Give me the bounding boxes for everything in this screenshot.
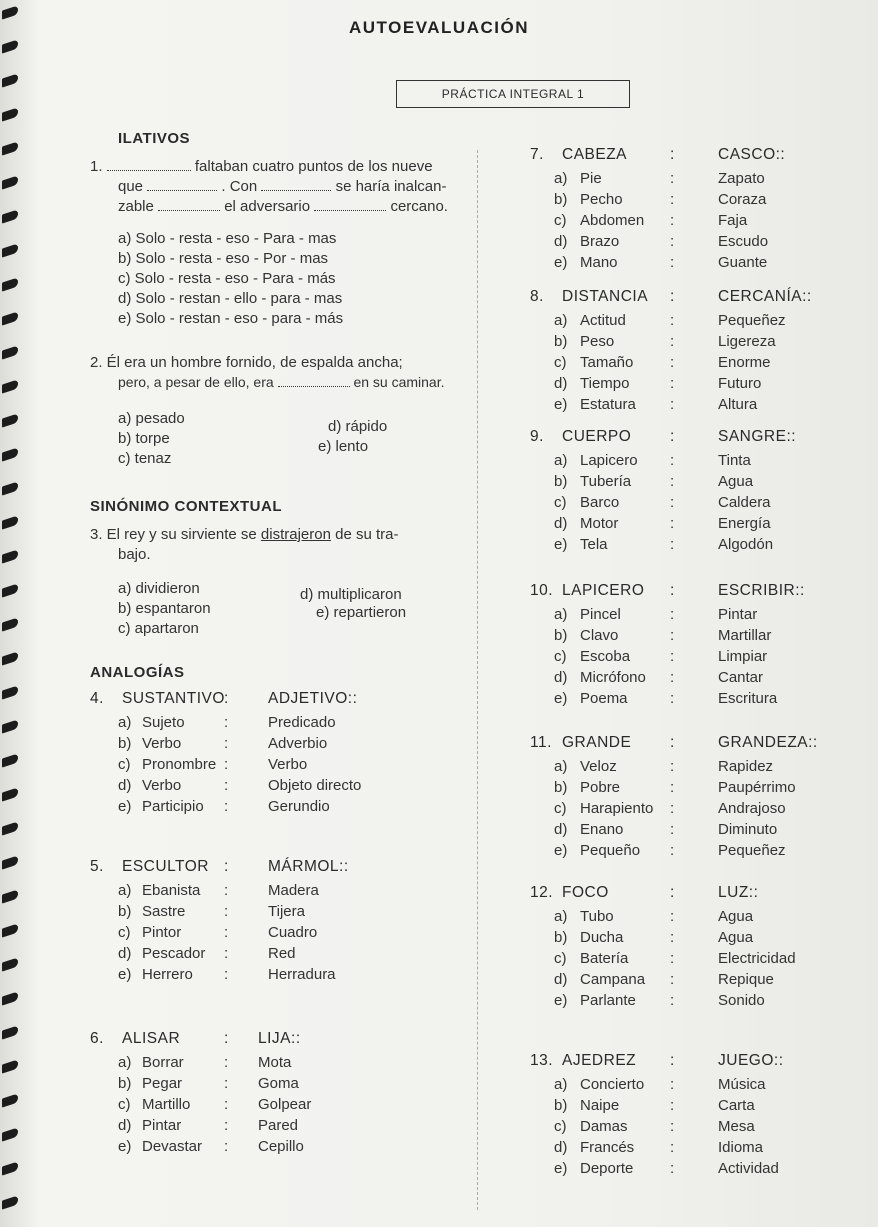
option-colon: : [224, 1117, 229, 1134]
option-term-a: Verbo [142, 735, 182, 752]
option-colon: : [670, 452, 675, 469]
q2-line1: 2. Él era un hombre fornido, de espalda ancha; [90, 354, 403, 371]
option-term-a: Ebanista [142, 882, 201, 899]
option-colon: : [670, 971, 675, 988]
option-colon: : [670, 627, 675, 644]
option-letter: e) [554, 1160, 568, 1177]
q1-option: d) Solo - restan - ello - para - mas [118, 290, 343, 307]
option-term-b: Carta [718, 1097, 755, 1114]
option-colon: : [224, 1138, 229, 1155]
option-term-b: Rapidez [718, 758, 774, 775]
option-colon: : [224, 756, 229, 773]
option-letter: c) [118, 924, 131, 941]
section-relativos: ILATIVOS [118, 130, 191, 147]
option-term-a: Sastre [142, 903, 186, 920]
option-term-a: Participio [142, 798, 204, 815]
option-term-a: Verbo [142, 777, 182, 794]
option-colon: : [670, 908, 675, 925]
option-term-a: Tela [580, 536, 608, 553]
section-analogias: ANALOGÍAS [90, 664, 185, 681]
option-letter: b) [554, 473, 568, 490]
option-letter: b) [118, 903, 132, 920]
q1-option: c) Solo - resta - eso - Para - más [118, 270, 336, 287]
analogy-number: 11. [530, 734, 552, 751]
analogy-colon: : [670, 288, 675, 305]
option-colon: : [670, 779, 675, 796]
option-term-b: Paupérrimo [718, 779, 796, 796]
analogy-head-a: CUERPO [562, 428, 632, 445]
option-term-a: Pescador [142, 945, 206, 962]
option-term-a: Concierto [580, 1076, 645, 1093]
option-letter: e) [118, 966, 132, 983]
analogy-head-a: AJEDREZ [562, 1052, 637, 1069]
analogy-head-b: CASCO:: [718, 146, 786, 163]
option-term-a: Harapiento [580, 800, 654, 817]
option-term-b: Futuro [718, 375, 762, 392]
analogy-number: 6. [90, 1030, 104, 1047]
option-term-b: Tinta [718, 452, 751, 469]
analogy-colon: : [670, 428, 675, 445]
option-letter: c) [554, 354, 567, 371]
analogy-colon: : [670, 1052, 675, 1069]
analogy-head-b: ESCRIBIR:: [718, 582, 805, 599]
option-term-b: Limpiar [718, 648, 768, 665]
q2-option: e) lento [318, 438, 369, 455]
option-term-b: Altura [718, 396, 758, 413]
analogy-number: 8. [530, 288, 544, 305]
option-term-b: Cepillo [258, 1138, 304, 1155]
option-letter: c) [118, 1096, 131, 1113]
analogy-colon: : [670, 884, 675, 901]
q2-option: b) torpe [118, 430, 170, 447]
analogy-colon: : [224, 690, 229, 707]
analogy-colon: : [224, 858, 229, 875]
practice-label: PRÁCTICA INTEGRAL 1 [396, 80, 630, 108]
option-term-a: Pincel [580, 606, 621, 623]
option-term-a: Enano [580, 821, 624, 838]
option-term-b: Sonido [718, 992, 765, 1009]
option-letter: b) [118, 1075, 132, 1092]
analogy-head-b: GRANDEZA:: [718, 734, 818, 751]
option-term-a: Ducha [580, 929, 624, 946]
option-colon: : [224, 924, 229, 941]
option-letter: c) [118, 756, 131, 773]
option-letter: a) [554, 606, 568, 623]
analogy-head-a: FOCO [562, 884, 609, 901]
analogy-number: 12. [530, 884, 554, 901]
option-letter: d) [118, 777, 132, 794]
option-term-b: Predicado [268, 714, 336, 731]
option-term-a: Pronombre [142, 756, 217, 773]
option-term-a: Francés [580, 1139, 635, 1156]
option-colon: : [670, 494, 675, 511]
option-colon: : [224, 798, 229, 815]
analogy-head-b: LIJA:: [258, 1030, 301, 1047]
option-term-b: Enorme [718, 354, 771, 371]
q3-option: c) apartaron [118, 620, 199, 637]
option-letter: a) [554, 312, 568, 329]
option-term-a: Sujeto [142, 714, 185, 731]
option-letter: b) [554, 191, 568, 208]
option-letter: a) [118, 882, 132, 899]
analogy-number: 9. [530, 428, 544, 445]
option-colon: : [670, 648, 675, 665]
option-term-a: Tubo [580, 908, 614, 925]
option-term-a: Brazo [580, 233, 620, 250]
q3-option: e) repartieron [316, 604, 407, 621]
option-term-b: Golpear [258, 1096, 312, 1113]
option-colon: : [670, 606, 675, 623]
option-colon: : [224, 1054, 229, 1071]
analogy-head-b: JUEGO:: [718, 1052, 784, 1069]
q3-line1: 3. El rey y su sirviente se distrajeron de su tra- [90, 526, 399, 543]
option-term-b: Energía [718, 515, 771, 532]
option-term-a: Devastar [142, 1138, 203, 1155]
option-term-a: Estatura [580, 396, 636, 413]
option-letter: c) [554, 1118, 567, 1135]
option-letter: b) [554, 929, 568, 946]
option-colon: : [670, 354, 675, 371]
option-term-b: Algodón [718, 536, 774, 553]
option-colon: : [670, 536, 675, 553]
option-term-a: Campana [580, 971, 646, 988]
option-term-a: Martillo [142, 1096, 191, 1113]
option-letter: d) [554, 821, 568, 838]
option-term-a: Tubería [580, 473, 632, 490]
option-term-a: Pintor [142, 924, 182, 941]
option-letter: e) [118, 1138, 132, 1155]
option-letter: a) [118, 1054, 132, 1071]
q1-option: e) Solo - restan - eso - para - más [118, 310, 344, 327]
q3-option: b) espantaron [118, 600, 211, 617]
analogy-head-a: DISTANCIA [562, 288, 649, 305]
option-colon: : [670, 950, 675, 967]
analogy-colon: : [670, 582, 675, 599]
option-colon: : [670, 992, 675, 1009]
option-colon: : [224, 945, 229, 962]
option-letter: d) [554, 515, 568, 532]
option-term-a: Pegar [142, 1075, 183, 1092]
q1-option: b) Solo - resta - eso - Por - mas [118, 250, 329, 267]
analogy-number: 13. [530, 1052, 554, 1069]
analogy-head-a: LAPICERO [562, 582, 645, 599]
option-term-b: Tijera [268, 903, 305, 920]
option-letter: b) [554, 333, 568, 350]
option-letter: a) [554, 1076, 568, 1093]
option-term-b: Mesa [718, 1118, 755, 1135]
option-term-a: Motor [580, 515, 619, 532]
option-term-b: Mota [258, 1054, 292, 1071]
option-term-a: Veloz [580, 758, 617, 775]
option-colon: : [224, 1075, 229, 1092]
option-colon: : [670, 758, 675, 775]
option-term-b: Escritura [718, 690, 778, 707]
option-term-b: Faja [718, 212, 748, 229]
option-term-a: Escoba [580, 648, 631, 665]
option-term-a: Naipe [580, 1097, 620, 1114]
option-colon: : [670, 821, 675, 838]
option-term-a: Pecho [580, 191, 623, 208]
q2-option: a) pesado [118, 410, 185, 427]
option-colon: : [670, 170, 675, 187]
option-term-b: Electricidad [718, 950, 796, 967]
option-colon: : [670, 473, 675, 490]
option-term-b: Agua [718, 473, 754, 490]
column-divider [477, 150, 478, 1210]
analogy-head-a: ALISAR [122, 1030, 181, 1047]
analogy-head-a: GRANDE [562, 734, 632, 751]
option-colon: : [670, 375, 675, 392]
spiral-binding [0, 0, 22, 1227]
q2-line2: pero, a pesar de ello, era en su caminar. [118, 374, 445, 390]
q1-line1: 1. faltaban cuatro puntos de los nueve [90, 158, 433, 175]
analogy-colon: : [224, 1030, 229, 1047]
analogy-head-b: ADJETIVO:: [268, 690, 358, 707]
option-term-b: Agua [718, 908, 754, 925]
option-letter: a) [554, 758, 568, 775]
option-colon: : [670, 333, 675, 350]
option-colon: : [670, 515, 675, 532]
q2-option: c) tenaz [118, 450, 172, 467]
option-term-a: Batería [580, 950, 629, 967]
option-colon: : [670, 233, 675, 250]
q1-option: a) Solo - resta - eso - Para - mas [118, 230, 337, 247]
option-term-a: Damas [580, 1118, 628, 1135]
option-term-b: Herradura [268, 966, 336, 983]
option-term-b: Zapato [718, 170, 765, 187]
option-colon: : [670, 929, 675, 946]
option-letter: d) [554, 669, 568, 686]
option-term-b: Coraza [718, 191, 767, 208]
option-term-b: Música [718, 1076, 766, 1093]
option-colon: : [224, 1096, 229, 1113]
option-term-a: Tiempo [580, 375, 630, 392]
option-letter: b) [554, 1097, 568, 1114]
option-colon: : [670, 690, 675, 707]
option-letter: e) [554, 690, 568, 707]
analogy-head-b: LUZ:: [718, 884, 759, 901]
option-colon: : [224, 882, 229, 899]
option-term-b: Goma [258, 1075, 299, 1092]
q3-option: a) dividieron [118, 580, 200, 597]
option-letter: b) [554, 779, 568, 796]
option-colon: : [670, 800, 675, 817]
option-letter: d) [554, 1139, 568, 1156]
option-letter: e) [554, 254, 568, 271]
option-letter: d) [554, 233, 568, 250]
option-term-a: Clavo [580, 627, 619, 644]
option-term-a: Borrar [142, 1054, 184, 1071]
option-colon: : [670, 1160, 675, 1177]
option-letter: c) [554, 212, 567, 229]
option-term-b: Caldera [718, 494, 771, 511]
option-letter: e) [554, 842, 568, 859]
analogy-number: 10. [530, 582, 554, 599]
option-term-b: Ligereza [718, 333, 776, 350]
option-term-a: Barco [580, 494, 620, 511]
analogy-number: 4. [90, 690, 104, 707]
analogy-head-b: MÁRMOL:: [268, 858, 349, 875]
option-letter: b) [118, 735, 132, 752]
option-term-a: Peso [580, 333, 615, 350]
option-letter: c) [554, 648, 567, 665]
option-colon: : [224, 714, 229, 731]
analogy-head-a: ESCULTOR [122, 858, 209, 875]
option-term-b: Agua [718, 929, 754, 946]
option-letter: a) [554, 908, 568, 925]
option-term-a: Poema [580, 690, 628, 707]
option-letter: d) [554, 375, 568, 392]
option-letter: a) [554, 452, 568, 469]
analogy-head-a: SUSTANTIVO [122, 690, 225, 707]
option-colon: : [670, 212, 675, 229]
option-colon: : [224, 735, 229, 752]
option-term-b: Escudo [718, 233, 769, 250]
option-colon: : [670, 669, 675, 686]
option-letter: e) [554, 396, 568, 413]
option-term-a: Micrófono [580, 669, 646, 686]
option-letter: a) [554, 170, 568, 187]
analogy-head-b: SANGRE:: [718, 428, 797, 445]
option-colon: : [224, 777, 229, 794]
analogy-colon: : [670, 734, 675, 751]
option-term-a: Mano [580, 254, 618, 271]
option-term-a: Actitud [580, 312, 626, 329]
option-term-b: Pequeñez [718, 842, 786, 859]
option-letter: d) [118, 1117, 132, 1134]
option-term-b: Adverbio [268, 735, 328, 752]
option-letter: c) [554, 950, 567, 967]
q3-line2: bajo. [118, 546, 151, 563]
option-colon: : [670, 312, 675, 329]
option-term-b: Actividad [718, 1160, 779, 1177]
option-term-b: Diminuto [718, 821, 778, 838]
q3-option: d) multiplicaron [300, 586, 402, 603]
q2-option: d) rápido [328, 418, 388, 435]
analogy-head-a: CABEZA [562, 146, 628, 163]
option-term-a: Herrero [142, 966, 193, 983]
option-letter: d) [118, 945, 132, 962]
option-letter: e) [554, 536, 568, 553]
option-colon: : [670, 1118, 675, 1135]
option-term-a: Pobre [580, 779, 621, 796]
option-term-a: Lapicero [580, 452, 638, 469]
option-term-a: Pequeño [580, 842, 641, 859]
option-letter: a) [118, 714, 132, 731]
option-term-b: Cantar [718, 669, 764, 686]
option-term-b: Idioma [718, 1139, 764, 1156]
option-colon: : [224, 966, 229, 983]
option-colon: : [224, 903, 229, 920]
q1-line3: zable el adversario cercano. [118, 198, 448, 215]
option-term-b: Gerundio [268, 798, 330, 815]
option-term-b: Madera [268, 882, 319, 899]
analogy-number: 7. [530, 146, 544, 163]
option-term-a: Abdomen [580, 212, 645, 229]
option-term-a: Pie [580, 170, 602, 187]
page-title: AUTOEVALUACIÓN [349, 18, 529, 37]
option-letter: d) [554, 971, 568, 988]
option-term-b: Martillar [718, 627, 772, 644]
option-term-a: Pintar [142, 1117, 182, 1134]
option-letter: c) [554, 800, 567, 817]
option-letter: e) [118, 798, 132, 815]
option-term-b: Pared [258, 1117, 299, 1134]
option-term-b: Andrajoso [718, 800, 786, 817]
option-letter: c) [554, 494, 567, 511]
option-term-a: Deporte [580, 1160, 634, 1177]
q1-line2: que . Con se haría inalcan- [118, 178, 447, 195]
option-term-b: Pintar [718, 606, 758, 623]
option-colon: : [670, 1097, 675, 1114]
option-colon: : [670, 254, 675, 271]
option-term-b: Red [268, 945, 296, 962]
option-term-b: Repique [718, 971, 774, 988]
section-sinonimo: SINÓNIMO CONTEXTUAL [90, 498, 282, 515]
option-letter: e) [554, 992, 568, 1009]
option-term-b: Objeto directo [268, 777, 362, 794]
option-colon: : [670, 1139, 675, 1156]
option-colon: : [670, 396, 675, 413]
option-colon: : [670, 1076, 675, 1093]
option-term-b: Guante [718, 254, 768, 271]
analogy-colon: : [670, 146, 675, 163]
option-term-b: Verbo [268, 756, 308, 773]
option-term-a: Tamaño [580, 354, 634, 371]
analogy-number: 5. [90, 858, 104, 875]
option-term-a: Parlante [580, 992, 636, 1009]
option-colon: : [670, 191, 675, 208]
option-term-b: Cuadro [268, 924, 318, 941]
option-colon: : [670, 842, 675, 859]
option-letter: b) [554, 627, 568, 644]
underlined-word: distrajeron [260, 526, 331, 543]
analogy-head-b: CERCANÍA:: [718, 288, 812, 305]
option-term-b: Pequeñez [718, 312, 786, 329]
